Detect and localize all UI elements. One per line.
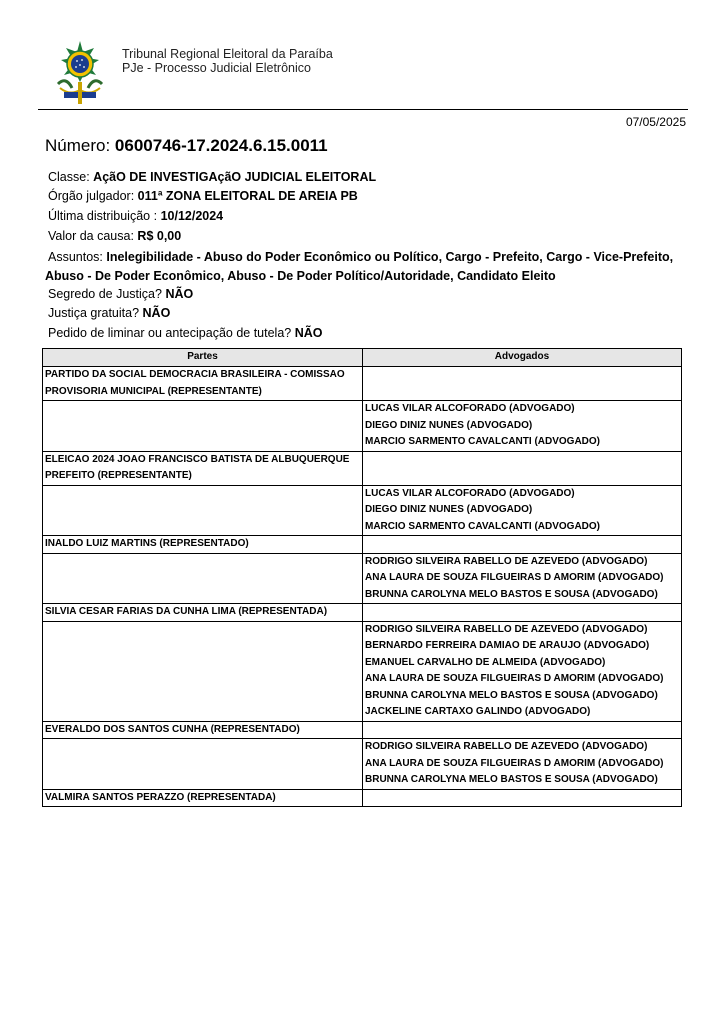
table-row — [43, 789, 682, 807]
lawyer-name: ANA LAURA DE SOUZA FILGUEIRAS D AMORIM (ADVOGADO) — [365, 572, 664, 583]
table-row — [43, 485, 682, 536]
table-row — [43, 721, 682, 739]
lawyer-name: BRUNNA CAROLYNA MELO BASTOS E SOUSA (ADVOGADO) — [365, 588, 658, 600]
lawyer-name: JACKELINE CARTAXO GALINDO (ADVOGADO) — [365, 706, 591, 717]
lawyer-name: MARCIO SARMENTO CAVALCANTI (ADVOGADO) — [365, 436, 600, 447]
liminar-field — [48, 326, 323, 340]
gratuita-field — [48, 306, 170, 320]
case-number-line — [45, 136, 328, 156]
lawyers-cell — [363, 485, 682, 536]
distribuicao-value: 10/12/2024 — [160, 209, 224, 223]
party-cell: PARTIDO DA SOCIAL DEMOCRACIA BRASILEIRA - COMISSAO PROVISORIA MUNICIPAL (REPRESENTANTE) — [43, 367, 363, 401]
party-cell — [43, 553, 363, 604]
lawyers-cell — [363, 553, 682, 604]
assuntos-value: Inelegibilidade - Abuso do Poder Econômico ou Político, Cargo - Prefeito, Cargo - Vice-Prefeito, Abuso - De Poder Econômico, Abuso - De Poder Político/Autoridade, Candidato Eleito — [45, 250, 674, 283]
valor-field — [48, 229, 181, 243]
party-cell: EVERALDO DOS SANTOS CUNHA (REPRESENTADO) — [43, 721, 363, 739]
party-cell: SILVIA CESAR FARIAS DA CUNHA LIMA (REPRESENTADA) — [43, 604, 363, 622]
lawyer-name: LUCAS VILAR ALCOFORADO (ADVOGADO) — [365, 403, 575, 414]
parties-table — [42, 348, 682, 807]
orgao-label: Órgão julgador: — [48, 189, 135, 203]
valor-label: Valor da causa: — [48, 229, 134, 243]
lawyer-name: DIEGO DINIZ NUNES (ADVOGADO) — [365, 504, 533, 515]
lawyer-name: BRUNNA CAROLYNA MELO BASTOS E SOUSA (ADVOGADO) — [365, 774, 658, 785]
table-row — [43, 451, 682, 485]
lawyer-name: BRUNNA CAROLYNA MELO BASTOS E SOUSA (ADVOGADO) — [365, 689, 658, 701]
party-cell — [43, 485, 363, 536]
lawyers-cell — [363, 536, 682, 554]
case-number-label: Número: — [45, 136, 111, 155]
party-cell: VALMIRA SANTOS PERAZZO (REPRESENTADA) — [43, 789, 363, 807]
table-row — [43, 739, 682, 790]
segredo-field — [48, 287, 193, 301]
lawyers-cell — [363, 451, 682, 485]
lawyers-cell — [363, 621, 682, 721]
distribuicao-label: Última distribuição : — [48, 209, 158, 223]
lawyer-name: ANA LAURA DE SOUZA FILGUEIRAS D AMORIM (ADVOGADO) — [365, 673, 664, 684]
table-row — [43, 367, 682, 401]
party-cell: INALDO LUIZ MARTINS (REPRESENTADO) — [43, 536, 363, 554]
segredo-label: Segredo de Justiça? — [48, 287, 162, 301]
header-divider — [38, 109, 688, 110]
lawyer-name: RODRIGO SILVEIRA RABELLO DE AZEVEDO (ADVOGADO) — [365, 555, 648, 567]
lawyer-name: EMANUEL CARVALHO DE ALMEIDA (ADVOGADO) — [365, 656, 606, 668]
party-cell: ELEICAO 2024 JOAO FRANCISCO BATISTA DE ALBUQUERQUE PREFEITO (REPRESENTANTE) — [43, 451, 363, 485]
orgao-value: 011ª ZONA ELEITORAL DE AREIA PB — [137, 189, 358, 203]
valor-value: R$ 0,00 — [137, 229, 182, 243]
orgao-field — [48, 189, 358, 203]
lawyer-name: LUCAS VILAR ALCOFORADO (ADVOGADO) — [365, 487, 575, 499]
court-name: Tribunal Regional Eleitoral da Paraíba — [122, 47, 333, 61]
gratuita-label: Justiça gratuita? — [48, 306, 140, 320]
lawyers-cell — [363, 739, 682, 790]
table-row — [43, 553, 682, 604]
document-header — [44, 38, 688, 110]
case-number-value: 0600746-17.2024.6.15.0011 — [114, 136, 328, 155]
lawyers-cell — [363, 367, 682, 401]
table-header-row — [43, 349, 682, 367]
lawyer-name: DIEGO DINIZ NUNES (ADVOGADO) — [365, 419, 533, 431]
table-row — [43, 401, 682, 452]
lawyers-cell — [363, 789, 682, 807]
classe-label: Classe: — [48, 170, 90, 184]
table-row — [43, 621, 682, 721]
lawyers-cell — [363, 721, 682, 739]
party-cell — [43, 739, 363, 790]
table-row — [43, 604, 682, 622]
distribuicao-field — [48, 209, 223, 223]
gratuita-value: NÃO — [142, 306, 171, 320]
party-cell — [43, 401, 363, 452]
lawyer-name: MARCIO SARMENTO CAVALCANTI (ADVOGADO) — [365, 520, 600, 532]
document-date: 07/05/2025 — [625, 115, 686, 129]
parties-table-body — [43, 367, 682, 807]
assuntos-field — [45, 248, 685, 286]
liminar-label: Pedido de liminar ou antecipação de tutela? — [48, 326, 292, 340]
lawyer-name: RODRIGO SILVEIRA RABELLO DE AZEVEDO (ADVOGADO) — [365, 741, 648, 752]
assuntos-label: Assuntos: — [48, 250, 103, 264]
brazil-coat-of-arms-icon — [52, 40, 108, 106]
table-row — [43, 536, 682, 554]
system-name: PJe - Processo Judicial Eletrônico — [122, 61, 311, 75]
lawyers-cell — [363, 604, 682, 622]
party-cell — [43, 621, 363, 721]
classe-field — [48, 170, 376, 184]
lawyers-cell — [363, 401, 682, 452]
lawyer-name: BERNARDO FERREIRA DAMIAO DE ARAUJO (ADVOGADO) — [365, 640, 650, 651]
header-advogados: Advogados — [363, 349, 682, 367]
segredo-value: NÃO — [165, 287, 194, 301]
header-partes: Partes — [43, 349, 363, 367]
classe-value: AçãO DE INVESTIGAçãO JUDICIAL ELEITORAL — [93, 170, 377, 184]
lawyer-name: RODRIGO SILVEIRA RABELLO DE AZEVEDO (ADVOGADO) — [365, 623, 648, 635]
lawyer-name: ANA LAURA DE SOUZA FILGUEIRAS D AMORIM (ADVOGADO) — [365, 757, 664, 769]
liminar-value: NÃO — [294, 326, 323, 340]
